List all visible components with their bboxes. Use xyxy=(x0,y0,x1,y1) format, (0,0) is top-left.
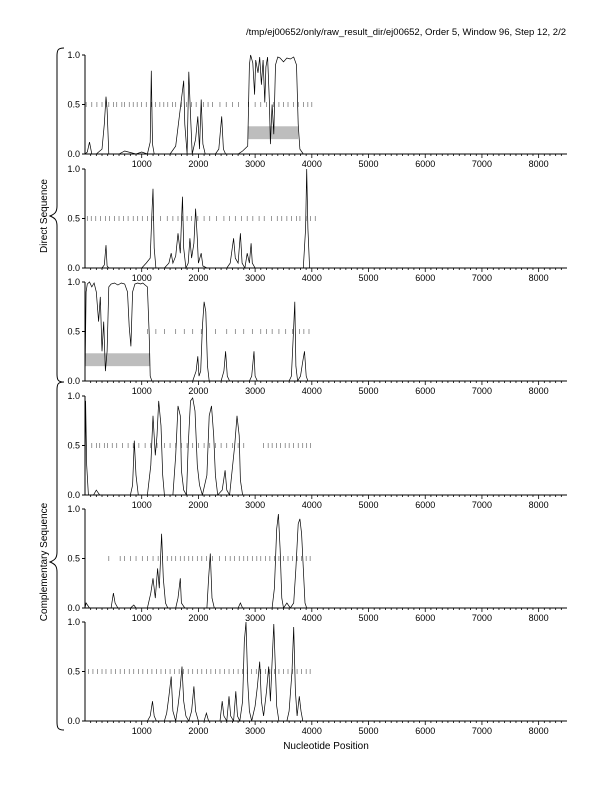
x-tick-label: 5000 xyxy=(358,500,379,510)
x-tick-label: 6000 xyxy=(415,386,436,396)
x-tick-label: 1000 xyxy=(131,613,152,623)
series-line xyxy=(85,169,567,268)
x-tick-label: 7000 xyxy=(471,613,492,623)
x-tick-label: 5000 xyxy=(358,726,379,736)
x-tick-label: 4000 xyxy=(301,273,322,283)
x-tick-label: 6000 xyxy=(415,273,436,283)
x-tick-label: 1000 xyxy=(131,273,152,283)
x-tick-label: 4000 xyxy=(301,726,322,736)
y-tick-label: 0.5 xyxy=(67,213,80,224)
x-tick-label: 7000 xyxy=(471,273,492,283)
series-line xyxy=(85,55,567,154)
group-bracket-complementary xyxy=(50,382,64,730)
gene-box xyxy=(248,126,298,139)
x-tick-label: 8000 xyxy=(528,613,549,623)
y-tick-label: 0.0 xyxy=(67,263,80,273)
series-line xyxy=(85,282,567,381)
y-tick-label: 0.5 xyxy=(67,666,80,677)
x-tick-label: 1000 xyxy=(131,159,152,169)
x-tick-label: 3000 xyxy=(245,159,266,169)
x-tick-label: 7000 xyxy=(471,159,492,169)
y-tick-label: 0.0 xyxy=(67,376,80,386)
y-tick-label: 0.0 xyxy=(67,490,80,500)
x-tick-label: 8000 xyxy=(528,273,549,283)
x-tick-label: 3000 xyxy=(245,273,266,283)
x-tick-label: 8000 xyxy=(528,500,549,510)
x-tick-label: 4000 xyxy=(301,159,322,169)
x-tick-label: 1000 xyxy=(131,500,152,510)
y-tick-label: 1.0 xyxy=(67,391,80,401)
series-line xyxy=(85,622,567,721)
x-tick-label: 6000 xyxy=(415,500,436,510)
x-tick-label: 1000 xyxy=(131,386,152,396)
x-axis-label: Nucleotide Position xyxy=(283,741,369,752)
figure-header: /tmp/ej00652/only/raw_result_dir/ej00652, Order 5, Window 96, Step 12, 2/2 xyxy=(245,27,566,38)
x-tick-label: 7000 xyxy=(471,726,492,736)
y-tick-label: 1.0 xyxy=(67,617,80,627)
x-tick-label: 3000 xyxy=(245,386,266,396)
x-tick-label: 7000 xyxy=(471,500,492,510)
x-tick-label: 4000 xyxy=(301,613,322,623)
x-tick-label: 1000 xyxy=(131,726,152,736)
x-tick-label: 4000 xyxy=(301,500,322,510)
x-tick-label: 4000 xyxy=(301,386,322,396)
x-tick-label: 5000 xyxy=(358,613,379,623)
x-tick-label: 2000 xyxy=(188,613,209,623)
y-tick-label: 1.0 xyxy=(67,50,80,60)
y-tick-label: 1.0 xyxy=(67,277,80,287)
chart-panel-5 xyxy=(67,504,567,623)
x-tick-label: 2000 xyxy=(188,273,209,283)
y-tick-label: 1.0 xyxy=(67,164,80,174)
x-tick-label: 8000 xyxy=(528,159,549,169)
group-bracket-direct xyxy=(50,48,64,382)
x-tick-label: 6000 xyxy=(415,159,436,169)
x-tick-label: 7000 xyxy=(471,386,492,396)
panels xyxy=(67,50,567,736)
x-tick-label: 5000 xyxy=(358,273,379,283)
x-tick-label: 2000 xyxy=(188,159,209,169)
x-tick-label: 6000 xyxy=(415,613,436,623)
chart-panel-1 xyxy=(67,50,567,169)
group-label-direct: Direct Sequence xyxy=(39,179,50,253)
y-tick-label: 0.5 xyxy=(67,99,80,110)
x-tick-label: 2000 xyxy=(188,500,209,510)
gene-box xyxy=(85,353,150,366)
y-tick-label: 0.5 xyxy=(67,553,80,564)
chart-panel-2 xyxy=(67,164,567,283)
x-tick-label: 6000 xyxy=(415,726,436,736)
series-line xyxy=(85,514,567,608)
group-label-complementary: Complementary Sequence xyxy=(39,502,50,622)
y-tick-label: 0.5 xyxy=(67,440,80,451)
y-tick-label: 0.0 xyxy=(67,603,80,613)
x-tick-label: 5000 xyxy=(358,159,379,169)
x-tick-label: 5000 xyxy=(358,386,379,396)
x-tick-label: 2000 xyxy=(188,386,209,396)
y-tick-label: 0.5 xyxy=(67,326,80,337)
x-tick-label: 3000 xyxy=(245,500,266,510)
x-tick-label: 8000 xyxy=(528,386,549,396)
x-tick-label: 3000 xyxy=(245,613,266,623)
y-tick-label: 0.0 xyxy=(67,149,80,159)
chart-panel-3 xyxy=(67,277,567,396)
chart-panel-4 xyxy=(67,391,567,510)
x-tick-label: 2000 xyxy=(188,726,209,736)
chart-panel-6 xyxy=(67,617,567,736)
x-tick-label: 8000 xyxy=(528,726,549,736)
y-tick-label: 0.0 xyxy=(67,716,80,726)
x-tick-label: 3000 xyxy=(245,726,266,736)
y-tick-label: 1.0 xyxy=(67,504,80,514)
